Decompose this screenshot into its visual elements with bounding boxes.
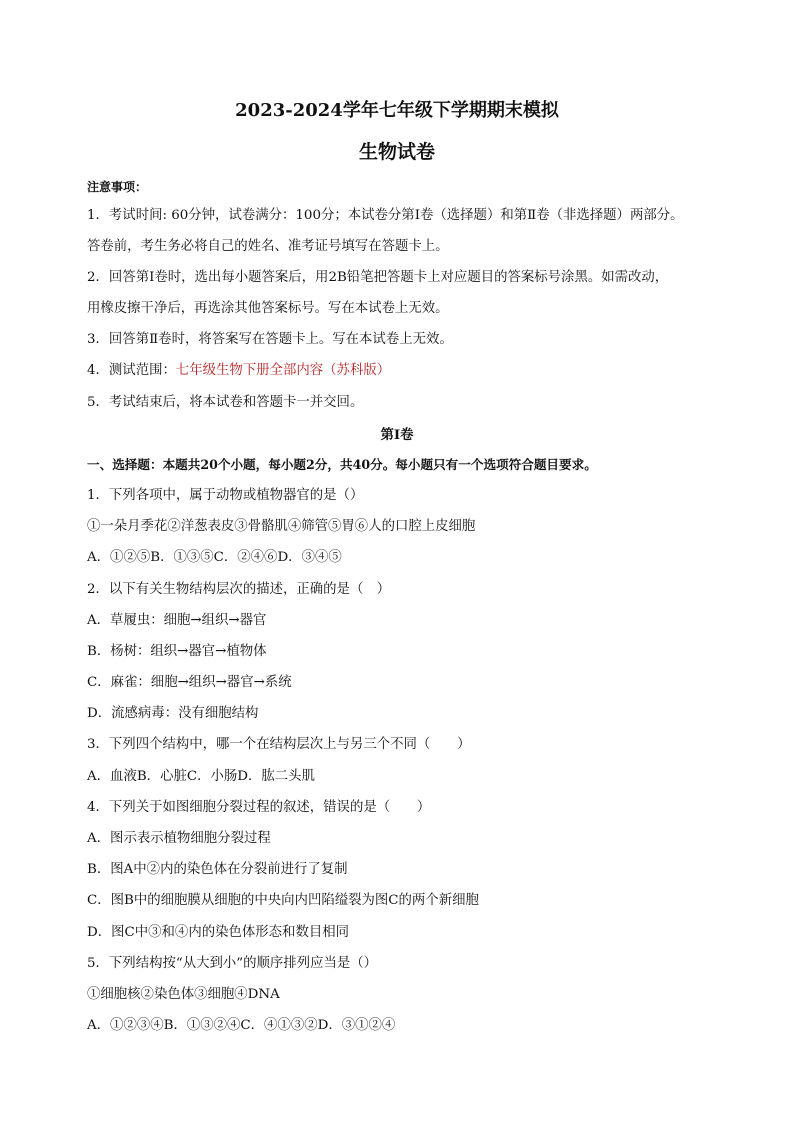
question-5-stem: 5．下列结构按“从大到小”的顺序排列应当是（） bbox=[87, 956, 378, 971]
question-4-option-d: D．图C中③和④内的染色体形态和数目相同 bbox=[87, 925, 350, 940]
question-4-option-b: B．图A中②内的染色体在分裂前进行了复制 bbox=[87, 862, 348, 877]
note-1-line-2: 答卷前，考生务必将自己的姓名、准考证号填写在答题卡上。 bbox=[87, 239, 449, 254]
question-4-stem: 4．下列关于如图细胞分裂过程的叙述，错误的是（ ） bbox=[87, 800, 431, 815]
question-4-option-c: C．图B中的细胞膜从细胞的中央向内凹陷缢裂为图C的两个新细胞 bbox=[87, 893, 479, 908]
question-2-option-b: B．杨树：组织→器官→植物体 bbox=[87, 644, 267, 659]
question-2-option-d: D．流感病毒：没有细胞结构 bbox=[87, 706, 259, 721]
question-4-option-a: A．图示表示植物细胞分裂过程 bbox=[87, 831, 271, 846]
note-4 bbox=[87, 362, 390, 380]
question-1-options: A．①②⑤B．①③⑤C．②④⑥D．③④⑤ bbox=[87, 550, 342, 565]
question-3-stem: 3．下列四个结构中，哪一个在结构层次上与另三个不同（ ） bbox=[87, 737, 471, 752]
question-5-items: ①细胞核②染色体③细胞④DNA bbox=[87, 987, 280, 1002]
question-2-option-c: C．麻雀：细胞→组织→器官→系统 bbox=[87, 675, 292, 690]
question-3-options: A．血液B．心脏C．小肠D．肱二头肌 bbox=[87, 769, 315, 784]
volume-label: 第Ⅰ卷 bbox=[380, 427, 414, 443]
note-3: 3．回答第Ⅱ卷时，将答案写在答题卡上。写在本试卷上无效。 bbox=[87, 332, 453, 347]
question-2-option-a: A．草履虫：细胞→组织→器官 bbox=[87, 613, 267, 628]
question-5-options: A．①②③④B．①③②④C．④①③②D．③①②④ bbox=[87, 1018, 396, 1033]
section-instructions: 一、选择题：本题共20个小题，每小题2分，共40分。每小题只有一个选项符合题目要求。 bbox=[87, 457, 597, 472]
exam-title: 2023-2024学年七年级下学期期末模拟 bbox=[235, 100, 559, 121]
question-2-stem: 2．以下有关生物结构层次的描述，正确的是（ ） bbox=[87, 582, 391, 597]
note-5: 5．考试结束后，将本试卷和答题卡一并交回。 bbox=[87, 395, 364, 410]
question-1-items: ①一朵月季花②洋葱表皮③骨骼肌④筛管⑤胃⑥人的口腔上皮细胞 bbox=[87, 519, 476, 534]
note-2-line-1: 2．回答第Ⅰ卷时，选出每小题答案后，用2B铅笔把答题卡上对应题目的答案标号涂黑。如需改动， bbox=[87, 270, 669, 285]
question-1-stem: 1．下列各项中，属于动物或植物器官的是（） bbox=[87, 488, 364, 503]
exam-subtitle: 生物试卷 bbox=[358, 141, 435, 163]
note-4-scope: 七年级生物下册全部内容（苏科版） bbox=[175, 363, 391, 378]
note-2-line-2: 用橡皮擦干净后，再选涂其他答案标号。写在本试卷上无效。 bbox=[87, 301, 449, 316]
notes-heading: 注意事项： bbox=[87, 180, 148, 194]
note-4-prefix: 4．测试范围： bbox=[87, 363, 176, 378]
note-1-line-1: 1．考试时间: 60分钟，试卷满分：100分；本试卷分第Ⅰ卷（选择题）和第Ⅱ卷（非选择题）两部分。 bbox=[87, 208, 684, 223]
